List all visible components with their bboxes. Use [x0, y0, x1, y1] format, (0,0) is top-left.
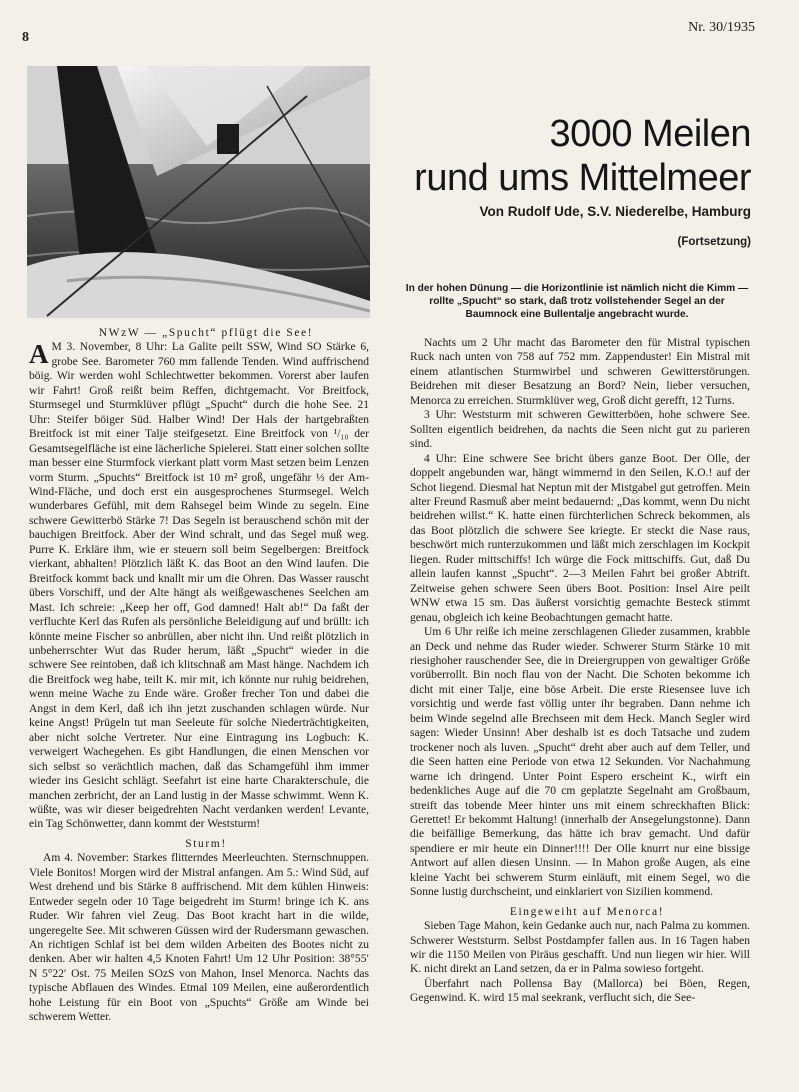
photo-caption: In der hohen Dünung — die Horizontlinie ist nämlich nicht die Kimm — rollte „Spucht“ so stark, daß trotz vollstehender Segel an der Baumnock eine Bullentalje angebracht wurde.: [405, 283, 749, 320]
page-number: 8: [22, 30, 29, 45]
left-column: [29, 326, 369, 1025]
article-title: [414, 112, 751, 200]
continued-note: (Fortsetzung): [677, 236, 751, 248]
paragraph: 4 Uhr: Eine schwere See bricht übers ganze Boot. Der Olle, der doppelt angebunden war, hängt wimmernd in den Seilen, K.O.! auf der Schot liegend. Diesmal hat Neptun mit der Mistgabel gut getroffen. Mein alter Freund Rasmuß aber meint bedauernd: „Das kommt, wenn Du nicht beidrehen willst.“ K. hatte einen fürchterlichen Schreck bekommen, als das Boot plötzlich die schwere See kriegte. Er steckt die Nase raus, beschwört mich runterzukommen und läßt mich zerschlagen im Kockpit liegen. Ruder mittschiffs! Ich würge die Fock mittschiffs. Gut, daß Du allein laufen kannst „Spucht“. 2—3 Meilen Fahrt bei großer Abtrift. Zeitweise gehen schwere Seen übers Boot. Position: Insel Aire peilt WNW etwa 15 sm. Das äußerst vorsichtig gemachte Besteck stimmt genau, obgleich ich keine Beobachtungen gemacht hatte.: [410, 452, 750, 624]
sailboat-bow-photo-icon: [27, 66, 370, 318]
section-heading-nwzw: NWzW — „Spucht“ pflügt die See!: [98, 327, 314, 339]
paragraph: Am 4. November: Starkes flitterndes Meerleuchten. Sternschnuppen. Viele Bonitos! Morgen wird der Mistral anfangen. Am 5.: Wind Süd, auf West drehend und bis Stärke 8 auffrischend. Mit dem kühlen Hinweis: Entweder segeln oder 10 Tage beigedreht im Sturm! bringe ich K. ans Ruder. Wir fahren viel Zeug. Das Boot kracht hart in die wilde, ungeregelte See. Mit schweren Güssen wird der Rudersmann gewaschen. An richtigen Schlaf ist bei dem wilden Arbeiten des Bootes nicht zu denken. Aber wir halten 4,5 Knoten Fahrt! Um 12 Uhr Position: 38°55′ N 5°22′ Ost. 75 Meilen SOzS von Mahon, Insel Menorca. Nachts das typische Abflauen des Windes. Etmal 109 Meilen, eine außerordentlich hohe Leistung für ein Boot von „Spuchts“ Größe am Winde bei schwerem Wetter.: [29, 852, 369, 1024]
section-heading-sturm: Sturm!: [185, 837, 227, 850]
paragraph: [29, 340, 369, 831]
title-line-1: 3000 Meilen: [549, 113, 751, 155]
right-column: [410, 336, 750, 1006]
paragraph: Sieben Tage Mahon, kein Gedanke auch nur, nach Palma zu kommen. Schwerer Weststurm. Selbst Postdampfer fallen aus. In 16 Tagen haben wir die 1150 Meilen von Piräus geschafft. Und nun liegen wir hier. Will K. nicht direkt an Land setzen, da er in Palma sowieso fortgeht.: [410, 920, 750, 976]
paragraph: 3 Uhr: Weststurm mit schweren Gewitterböen, hohe schwere See. Sollten eigentlich beidrehen, da nachts die Seen nicht gut zu parieren sind.: [410, 409, 750, 451]
drop-cap: A: [29, 339, 49, 370]
paragraph: Um 6 Uhr reiße ich meine zerschlagenen Glieder zusammen, krabble an Deck und nehme das Ruder wieder. Schwerer Sturm Stärke 10 mit riesighoher rauschender See, die in Dreiergruppen von gewaltiger Größe vorüberrollt. Bin noch flau von der Nacht. Die Schoten bekomme ich dicht mit einer Talje, eine böse Arbeit. Die erste Riesensee luve ich vorsichtig und werde fast völlig unter ihr begraben. Dann nehme ich beim Winde segelnd alle Brechseen mit dem Heck. Manch Segler wird sagen: Wieder Unsinn! Aber deshalb ist es doch Tatsache und zudem trockener noch als luven. „Spucht“ dreht aber auch auf dem Teller, und die Seen hatten eine Periode von etwa 12 Sekunden. Vor Nachahmung warne ich dringend. Unter Point Espero erscheint K., wirft ein bedenkliches Auge auf die 70 cm geplatzte Segelnaht am Großbaum, streift das tobende Meer hinter uns mit einem schreckhaften Blick: Gerettet! Er bekommt Haltung! (innerhalb der Ansegelungstonne). Dann die beifällige Bemerkung, das hätte ich brav gemacht. Und dafür spendiere er mir heute ein Dinner!!!! Der Olle knurrt nur eine bissige Antwort auf allen diesen Unsinn. — In Mahon große Augen, als eine kleine Yacht bei schwerem Sturm einläuft, mit einem Segel, wo die Sonne lustig durchscheint, und einklariert von Sizilien kommend.: [410, 626, 750, 899]
title-line-2: rund ums Mittelmeer: [414, 157, 751, 199]
issue-number: Nr. 30/1935: [688, 20, 755, 35]
paragraph: Überfahrt nach Pollensa Bay (Mallorca) bei Böen, Regen, Gegenwind. K. wird 15 mal seekrank, verflucht sich, die See-: [410, 977, 750, 1005]
byline: Von Rudolf Ude, S.V. Niederelbe, Hamburg: [479, 204, 751, 219]
section-heading-menorca: Eingeweiht auf Menorca!: [509, 905, 665, 918]
sailboat-photo: [27, 66, 370, 318]
paragraph-text: M 3. November, 8 Uhr: La Galite peilt SSW, Wind SO Stärke 6, grobe See. Barometer 760 mm fallende Tenden. Wind auffrischend böig. Wir werden wohl Schlechtwetter bekommen. Vorerst aber laufen wir Fahrt! Groß reißt beim Reffen, dichtgemacht. Vor Breitfock, Sturmsegel und Sturmklüver pflügt „Spucht“ durch die hohe See. 21 Uhr: Steifer böiger Süd. Halber Wind! Der Hals der hartgebraßten Breitfock ist mit einer Talje steifgesetzt. Eine Breitfock von ¹/₁₀ der Gesamtsegelfläche ist eine lächerliche Spielerei. Statt einer solchen sollte man besser eine Sturmfock vierkant platt vorm Mast setzen beim Lenzen vorm Sturm. „Spuchts“ Breitfock ist 10 m² groß, ungefähr ⅓ der Am-Wind-Fläche, und doch erst ein ausgesprochenes Sturmsegel. Welch wunderbares Gefühl, mit dem Rahsegel beim Winde zu segeln. Eine schwere Gewitterbö Stärke 7! Das Segeln ist berauschend schön mit der bauchigen Breitfock. Aber der Wind schralt, und das Segel muß weg. Purre K. Erkläre ihm, wie er steuern soll beim Segelbergen: Breitfock vierkant, abhalten! Plötzlich läßt K. das Boot an den Wind laufen. Die Breitfock kommt back und knallt mir um die Ohren. Das Wasser rauscht übers Vorschiff, und der Alte hängt als weißgewaschenes Seelchen am Mast. Ich schreie: „Keep her off, God damned! Halt ab!“ Da faßt der verfluchte Kerl das Rufen als persönliche Beleidigung auf und brüllt: ich könnte meine Fischer so anbrüllen, aber nicht ihn. Und reißt plötzlich in unbeherrschter Wut das Ruder herum, läßt „Spucht“ wieder in die schwere See reintoben, daß ich klitschnaß am Mast hänge. Nachdem ich die Breitfock weg habe, teilt K. mir mit, ich könnte nur ruhig beidrehen, wenn meine Wache zu Ende wäre. Großer frecher Ton und dabei die Angst in dem Kerl, daß ich ihn jetzt zuschanden schlagen würde. Nur keine Angst! Prügeln tut man Seeleute für solche Niederträchtigkeiten, aber nicht solche Vertreter. Nur eine Eintragung ins Logbuch: K. verweigert Wachegehen. Es gibt Handlungen, die einen Menschen vor sich selbst so verächtlich machen, daß das Schamgefühl ihm immer wieder ins Gesicht schlägt. Seefahrt ist eine harte Charakterschule, die manchen zerbricht, der an Land lustig in der Masse schwimmt. Wenn K. wüßte, was wir dieser beigedrehten Nacht verdanken werden! Levante, ein Tag Schönwetter, dann kommt der Weststurm!: [29, 341, 369, 831]
paragraph: Nachts um 2 Uhr macht das Barometer den für Mistral typischen Ruck nach unten von 758 auf 752 mm. Zappenduster! Ein Mistral mit einem atlantischen Sturmwirbel und schweren Gewitterstörungen. Beidrehen mit dieser Besatzung an Bord? Nein, lieber versuchen, Menorca zu erreichen. Sturmklüver weg, Groß dicht gerefft, 12 Turns.: [410, 337, 750, 407]
